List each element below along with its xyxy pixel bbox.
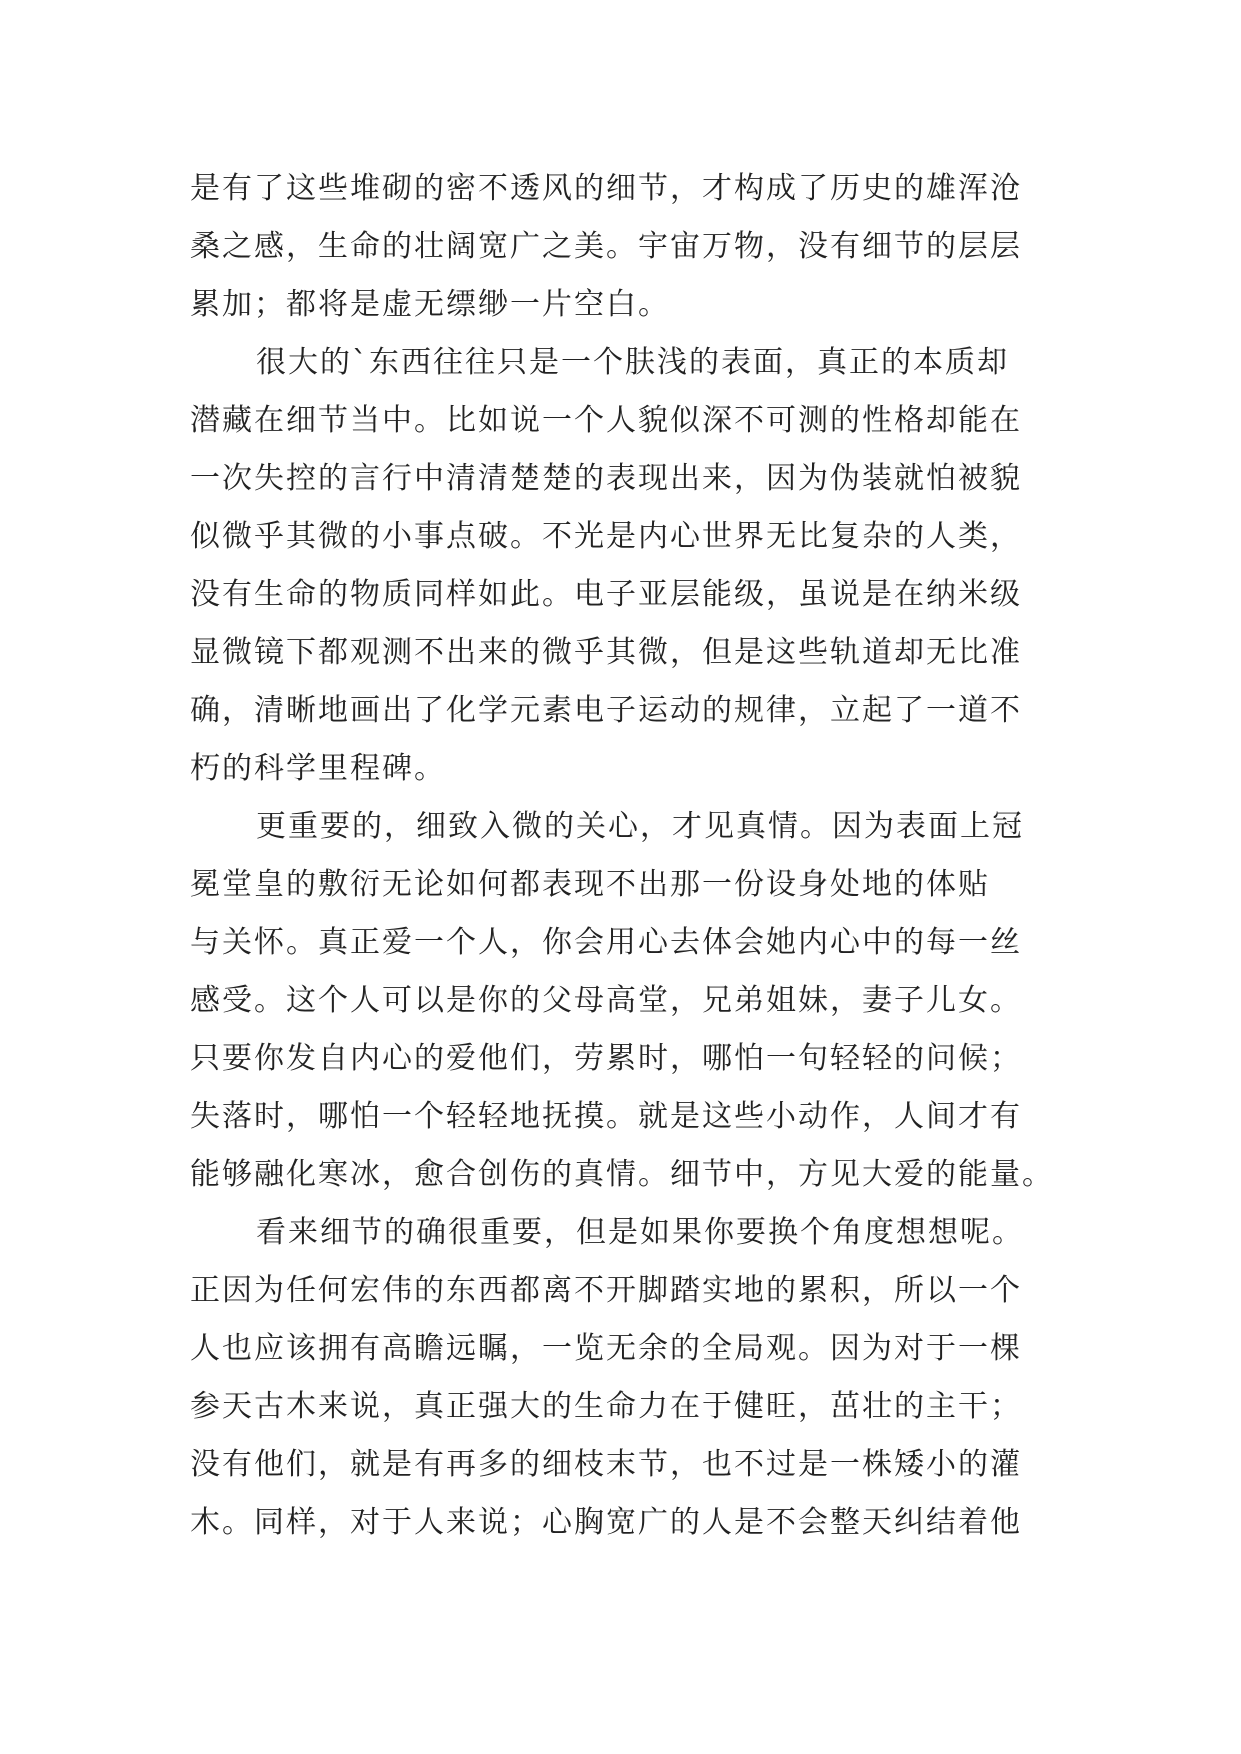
text-line: 人也应该拥有高瞻远瞩，一览无余的全局观。因为对于一棵 bbox=[190, 1331, 1022, 1366]
text-line: 能够融化寒冰，愈合创伤的真情。细节中，方见大爱的能量。 bbox=[190, 1157, 1054, 1192]
text-line: 看来细节的确很重要，但是如果你要换个角度想想呢。 bbox=[256, 1215, 1024, 1250]
text-line: 桑之感，生命的壮阔宽广之美。宇宙万物，没有细节的层层 bbox=[190, 229, 1022, 264]
text-line: 失落时，哪怕一个轻轻地抚摸。就是这些小动作，人间才有 bbox=[190, 1099, 1022, 1134]
paragraph-1 bbox=[190, 160, 1060, 334]
text-line: 更重要的，细致入微的关心，才见真情。因为表面上冠 bbox=[256, 809, 1024, 844]
paragraph-4 bbox=[190, 1204, 1060, 1552]
text-line: 潜藏在细节当中。比如说一个人貌似深不可测的性格却能在 bbox=[190, 403, 1022, 438]
paragraph-3 bbox=[190, 798, 1060, 1204]
text-line: 很大的`东西往往只是一个肤浅的表面，真正的本质却 bbox=[256, 345, 1009, 380]
text-line: 确，清晰地画出了化学元素电子运动的规律，立起了一道不 bbox=[190, 693, 1022, 728]
text-line: 冕堂皇的敷衍无论如何都表现不出那一份设身处地的体贴 bbox=[190, 867, 990, 902]
text-line: 累加；都将是虚无缥缈一片空白。 bbox=[190, 287, 670, 322]
text-line: 似微乎其微的小事点破。不光是内心世界无比复杂的人类， bbox=[190, 519, 1022, 554]
text-line: 显微镜下都观测不出来的微乎其微，但是这些轨道却无比准 bbox=[190, 635, 1022, 670]
text-line: 正因为任何宏伟的东西都离不开脚踏实地的累积，所以一个 bbox=[190, 1273, 1022, 1308]
text-line: 没有生命的物质同样如此。电子亚层能级，虽说是在纳米级 bbox=[190, 577, 1022, 612]
text-line: 感受。这个人可以是你的父母高堂，兄弟姐妹，妻子儿女。 bbox=[190, 983, 1022, 1018]
text-line: 没有他们，就是有再多的细枝末节，也不过是一株矮小的灌 bbox=[190, 1447, 1022, 1482]
paragraph-2 bbox=[190, 334, 1060, 798]
text-line: 朽的科学里程碑。 bbox=[190, 751, 446, 786]
text-line: 参天古木来说，真正强大的生命力在于健旺，茁壮的主干； bbox=[190, 1389, 1022, 1424]
text-line: 是有了这些堆砌的密不透风的细节，才构成了历史的雄浑沧 bbox=[190, 171, 1022, 206]
essay-body bbox=[190, 160, 1060, 1552]
text-line: 一次失控的言行中清清楚楚的表现出来，因为伪装就怕被貌 bbox=[190, 461, 1022, 496]
text-line: 只要你发自内心的爱他们，劳累时，哪怕一句轻轻的问候； bbox=[190, 1041, 1022, 1076]
text-line: 木。同样，对于人来说；心胸宽广的人是不会整天纠结着他 bbox=[190, 1505, 1022, 1540]
text-line: 与关怀。真正爱一个人，你会用心去体会她内心中的每一丝 bbox=[190, 925, 1022, 960]
